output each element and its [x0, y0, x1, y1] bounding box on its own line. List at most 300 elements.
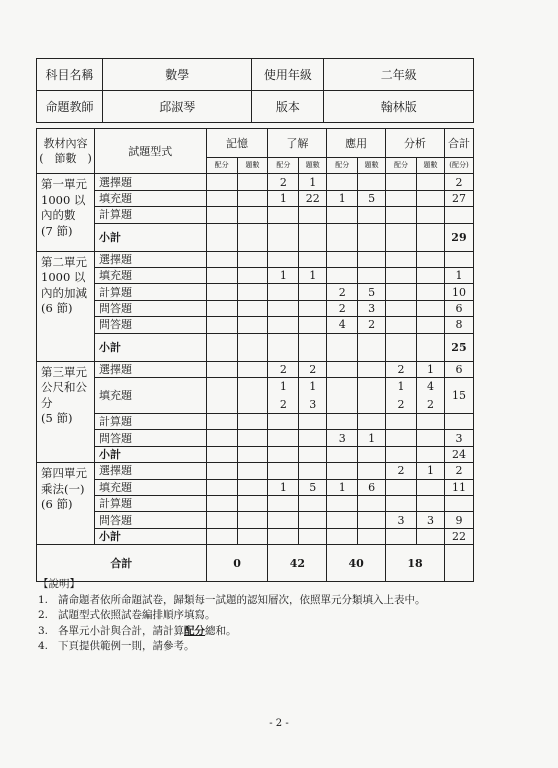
understand-score-cell: 1	[268, 190, 299, 206]
header-row-teacher	[37, 91, 474, 123]
apply-count-cell: 1	[358, 430, 386, 446]
understand-score-cell	[268, 512, 299, 528]
table-row	[37, 207, 474, 223]
question-type: 選擇題	[94, 251, 206, 267]
apply-score-cell	[327, 377, 358, 413]
understand-score-cell	[268, 463, 299, 479]
teacher-value: 邱淑琴	[102, 91, 252, 123]
score-subheader: 配分	[268, 158, 299, 174]
note-item	[38, 639, 426, 655]
analyze-count-cell	[417, 207, 445, 223]
apply-count-cell: 6	[358, 479, 386, 495]
subtotal-empty-cell	[417, 528, 445, 544]
apply-score-cell	[327, 496, 358, 512]
cell-line: 2	[397, 397, 405, 411]
analyze-count-cell	[417, 251, 445, 267]
apply-score-cell	[327, 174, 358, 190]
unit-name-line: (7 節)	[41, 223, 73, 238]
understand-count-cell	[299, 430, 327, 446]
question-type: 問答題	[94, 300, 206, 316]
cell-line: 3	[309, 397, 317, 411]
apply-score-cell	[327, 207, 358, 223]
subtotal-label: 小計	[94, 446, 206, 462]
memory-count-cell	[237, 430, 268, 446]
understand-count-cell	[299, 207, 327, 223]
subtotal-empty-cell	[386, 446, 417, 462]
analyze-count-cell	[417, 414, 445, 430]
table-row	[37, 174, 474, 190]
total-header: 合計	[444, 129, 473, 158]
memory-score-cell	[206, 174, 237, 190]
subtotal-empty-cell	[268, 223, 299, 251]
memory-score-cell	[206, 207, 237, 223]
subtotal-row	[37, 446, 474, 462]
memory-count-cell	[237, 479, 268, 495]
level-header-memory: 記憶	[206, 129, 268, 158]
unit-name-line: 乘法(一)	[41, 481, 85, 496]
understand-score-cell: 1	[268, 267, 299, 283]
subtotal-empty-cell	[327, 446, 358, 462]
subject-label: 科目名稱	[37, 59, 103, 91]
grand-total-analyze: 18	[386, 545, 445, 582]
memory-count-cell	[237, 414, 268, 430]
analyze-count-cell	[417, 496, 445, 512]
understand-count-cell	[299, 463, 327, 479]
understand-score-cell	[268, 284, 299, 300]
apply-score-cell: 2	[327, 300, 358, 316]
notes-title: 【說明】	[38, 578, 80, 590]
row-total-cell: 2	[444, 174, 473, 190]
apply-count-cell	[358, 174, 386, 190]
cell-line: 4	[426, 379, 434, 393]
level-header-understand: 了解	[268, 129, 327, 158]
analyze-count-cell	[417, 300, 445, 316]
question-type: 填充題	[94, 377, 206, 413]
memory-count-cell	[237, 463, 268, 479]
row-total-cell	[444, 414, 473, 430]
note-number: 3.	[38, 624, 49, 637]
subtotal-row	[37, 223, 474, 251]
understand-count-cell: 22	[299, 190, 327, 206]
analyze-score-cell	[386, 190, 417, 206]
edition-value: 翰林版	[324, 91, 474, 123]
memory-count-cell	[237, 317, 268, 333]
grand-total-empty-cell	[444, 545, 473, 582]
note-text: 下頁提供範例一則，請參考。	[58, 640, 195, 652]
apply-count-cell	[358, 463, 386, 479]
understand-count-cell: 1	[299, 174, 327, 190]
subtotal-empty-cell	[299, 223, 327, 251]
apply-count-cell	[358, 414, 386, 430]
analyze-score-cell	[386, 496, 417, 512]
question-type: 計算題	[94, 207, 206, 223]
analyze-count-cell	[417, 377, 445, 413]
memory-score-cell	[206, 414, 237, 430]
subtotal-row	[37, 333, 474, 361]
understand-count-cell	[299, 512, 327, 528]
apply-count-cell: 5	[358, 190, 386, 206]
table-header-row	[37, 129, 474, 158]
unit-name-line: 分	[41, 395, 53, 410]
subtotal-empty-cell	[237, 528, 268, 544]
understand-count-cell	[299, 317, 327, 333]
unit-name-line: 1000 以	[41, 192, 86, 207]
subtotal-label: 小計	[94, 223, 206, 251]
subtotal-empty-cell	[299, 446, 327, 462]
analyze-count-cell	[417, 479, 445, 495]
analyze-score-cell: 2	[386, 361, 417, 377]
table-row	[37, 190, 474, 206]
note-text: 請命題者依所命題試卷，歸類每一試題的認知層次，依照單元分類填入上表中。	[58, 593, 426, 606]
memory-score-cell	[206, 377, 237, 413]
memory-count-cell	[237, 267, 268, 283]
memory-score-cell	[206, 251, 237, 267]
row-total-cell: 15	[444, 377, 473, 413]
understand-count-cell	[299, 377, 327, 413]
note-number: 4.	[38, 640, 49, 652]
unit-name	[37, 463, 95, 545]
edition-label: 版本	[252, 91, 324, 123]
subtotal-empty-cell	[386, 223, 417, 251]
exam-spec-table	[36, 128, 474, 582]
analyze-score-cell	[386, 284, 417, 300]
apply-count-cell: 3	[358, 300, 386, 316]
apply-count-cell: 5	[358, 284, 386, 300]
note-emphasis: 配分	[184, 624, 206, 637]
row-total-cell: 9	[444, 512, 473, 528]
memory-score-cell	[206, 496, 237, 512]
understand-score-cell	[268, 251, 299, 267]
understand-count-cell	[299, 251, 327, 267]
question-type: 問答題	[94, 512, 206, 528]
table-row	[37, 251, 474, 267]
question-type: 問答題	[94, 317, 206, 333]
subtotal-empty-cell	[268, 528, 299, 544]
score-subheader: 配分	[386, 158, 417, 174]
analyze-score-cell: 2	[386, 463, 417, 479]
unit-name-line: (5 節)	[41, 411, 73, 426]
table-row	[37, 377, 474, 413]
understand-count-cell: 2	[299, 361, 327, 377]
subtotal-label: 小計	[94, 333, 206, 361]
apply-count-cell: 2	[358, 317, 386, 333]
memory-count-cell	[237, 251, 268, 267]
understand-count-cell	[299, 496, 327, 512]
content-header-line2: ( 節數 )	[39, 152, 92, 166]
understand-score-cell	[268, 414, 299, 430]
analyze-count-cell: 1	[417, 361, 445, 377]
cell-line: 1	[309, 379, 317, 393]
teacher-label: 命題教師	[37, 91, 103, 123]
level-header-apply: 應用	[327, 129, 386, 158]
unit-name-line: 第二單元	[41, 254, 87, 269]
subtotal-empty-cell	[417, 446, 445, 462]
subtotal-value: 24	[444, 446, 473, 462]
analyze-count-cell	[417, 190, 445, 206]
memory-count-cell	[237, 361, 268, 377]
understand-count-cell: 1	[299, 267, 327, 283]
count-subheader: 題數	[417, 158, 445, 174]
grade-label: 使用年級	[252, 59, 324, 91]
subtotal-empty-cell	[206, 446, 237, 462]
question-type: 計算題	[94, 284, 206, 300]
analyze-count-cell: 3	[417, 512, 445, 528]
count-subheader: 題數	[299, 158, 327, 174]
subtotal-empty-cell	[327, 528, 358, 544]
memory-count-cell	[237, 284, 268, 300]
row-total-cell: 10	[444, 284, 473, 300]
apply-score-cell	[327, 414, 358, 430]
memory-count-cell	[237, 207, 268, 223]
question-type: 選擇題	[94, 361, 206, 377]
type-header: 試題型式	[94, 129, 206, 174]
cell-line: 2	[279, 397, 287, 411]
understand-count-cell	[299, 300, 327, 316]
apply-count-cell	[358, 207, 386, 223]
note-text: 試題型式依照試卷編排順序填寫。	[58, 609, 216, 621]
subtotal-empty-cell	[268, 446, 299, 462]
grade-value: 二年級	[324, 59, 474, 91]
analyze-score-cell	[386, 317, 417, 333]
subtotal-empty-cell	[386, 528, 417, 544]
unit-name-line: 第四單元	[41, 466, 87, 481]
subtotal-empty-cell	[327, 223, 358, 251]
grand-total-memory: 0	[206, 545, 268, 582]
analyze-count-cell	[417, 174, 445, 190]
cell-line: 1	[279, 379, 287, 393]
understand-score-cell: 2	[268, 174, 299, 190]
unit-name-line: 1000 以	[41, 270, 86, 285]
note-item	[38, 608, 426, 624]
row-total-cell: 6	[444, 300, 473, 316]
subtotal-empty-cell	[417, 333, 445, 361]
subtotal-empty-cell	[386, 333, 417, 361]
question-type: 填充題	[94, 479, 206, 495]
page-number: - 2 -	[269, 718, 289, 729]
apply-score-cell	[327, 251, 358, 267]
analyze-score-cell: 3	[386, 512, 417, 528]
analyze-score-cell	[386, 174, 417, 190]
understand-score-cell: 1	[268, 479, 299, 495]
table-row	[37, 284, 474, 300]
row-total-cell: 3	[444, 430, 473, 446]
exam-spec-body	[37, 129, 474, 582]
understand-score-cell	[268, 207, 299, 223]
cell-line: 2	[426, 397, 434, 411]
subtotal-empty-cell	[237, 446, 268, 462]
analyze-score-cell	[386, 377, 417, 413]
understand-score-cell	[268, 430, 299, 446]
row-total-cell	[444, 207, 473, 223]
memory-count-cell	[237, 190, 268, 206]
subtotal-empty-cell	[237, 333, 268, 361]
apply-score-cell	[327, 361, 358, 377]
unit-name	[37, 174, 95, 251]
memory-score-cell	[206, 300, 237, 316]
memory-score-cell	[206, 284, 237, 300]
analyze-score-cell	[386, 251, 417, 267]
header-table	[36, 58, 474, 123]
memory-count-cell	[237, 377, 268, 413]
unit-name	[37, 251, 95, 361]
memory-score-cell	[206, 317, 237, 333]
memory-score-cell	[206, 267, 237, 283]
subtotal-empty-cell	[358, 333, 386, 361]
table-row	[37, 267, 474, 283]
unit-name	[37, 361, 95, 463]
question-type: 填充題	[94, 190, 206, 206]
analyze-score-cell	[386, 267, 417, 283]
analyze-score-cell	[386, 430, 417, 446]
content-header-line1: 教材內容	[43, 136, 88, 150]
subtotal-empty-cell	[417, 223, 445, 251]
memory-score-cell	[206, 361, 237, 377]
memory-count-cell	[237, 512, 268, 528]
table-row	[37, 430, 474, 446]
question-type: 選擇題	[94, 463, 206, 479]
count-subheader: 題數	[237, 158, 268, 174]
question-type: 計算題	[94, 496, 206, 512]
subtotal-empty-cell	[206, 333, 237, 361]
memory-score-cell	[206, 479, 237, 495]
apply-score-cell: 4	[327, 317, 358, 333]
score-subheader: 配分	[327, 158, 358, 174]
subtotal-empty-cell	[206, 528, 237, 544]
apply-score-cell	[327, 463, 358, 479]
question-type: 問答題	[94, 430, 206, 446]
question-type: 選擇題	[94, 174, 206, 190]
notes-section	[38, 577, 426, 655]
analyze-count-cell	[417, 317, 445, 333]
subtotal-empty-cell	[268, 333, 299, 361]
analyze-count-cell	[417, 430, 445, 446]
table-row	[37, 317, 474, 333]
count-subheader: 題數	[358, 158, 386, 174]
table-row	[37, 300, 474, 316]
understand-score-cell	[268, 496, 299, 512]
table-row	[37, 512, 474, 528]
table-row	[37, 496, 474, 512]
table-row	[37, 463, 474, 479]
note-number: 1.	[38, 593, 49, 606]
note-text: 各單元小計與合計，請計算	[58, 624, 185, 637]
apply-score-cell: 1	[327, 190, 358, 206]
table-row	[37, 479, 474, 495]
understand-score-cell	[268, 317, 299, 333]
row-total-cell: 8	[444, 317, 473, 333]
unit-name-line: (6 節)	[41, 497, 73, 512]
apply-count-cell	[358, 267, 386, 283]
subtotal-value: 22	[444, 528, 473, 544]
memory-count-cell	[237, 496, 268, 512]
row-total-cell: 11	[444, 479, 473, 495]
note-item	[38, 624, 426, 640]
memory-score-cell	[206, 463, 237, 479]
unit-name-line: 內的加減	[41, 285, 87, 300]
subtotal-empty-cell	[358, 528, 386, 544]
level-header-analyze: 分析	[386, 129, 445, 158]
note-number: 2.	[38, 609, 49, 621]
content-header	[37, 129, 95, 174]
understand-score-cell	[268, 377, 299, 413]
subtotal-empty-cell	[358, 446, 386, 462]
analyze-score-cell	[386, 479, 417, 495]
cell-line: 1	[397, 379, 405, 393]
memory-score-cell	[206, 512, 237, 528]
apply-count-cell	[358, 361, 386, 377]
row-total-cell: 1	[444, 267, 473, 283]
subtotal-empty-cell	[206, 223, 237, 251]
subtotal-empty-cell	[299, 333, 327, 361]
subject-value: 數學	[102, 59, 252, 91]
apply-score-cell	[327, 512, 358, 528]
apply-count-cell	[358, 512, 386, 528]
understand-count-cell: 5	[299, 479, 327, 495]
total-score-subheader: (配分)	[444, 158, 473, 174]
grand-total-label: 合計	[37, 545, 207, 582]
table-row	[37, 414, 474, 430]
memory-count-cell	[237, 174, 268, 190]
subtotal-row	[37, 528, 474, 544]
score-subheader: 配分	[206, 158, 237, 174]
analyze-count-cell	[417, 267, 445, 283]
apply-count-cell	[358, 496, 386, 512]
subtotal-empty-cell	[299, 528, 327, 544]
apply-score-cell: 2	[327, 284, 358, 300]
unit-name-line: 公尺和公	[41, 380, 87, 395]
subtotal-label: 小計	[94, 528, 206, 544]
analyze-score-cell	[386, 300, 417, 316]
understand-count-cell	[299, 414, 327, 430]
subtotal-value: 25	[444, 333, 473, 361]
grand-total-understand: 42	[268, 545, 327, 582]
understand-score-cell	[268, 300, 299, 316]
memory-count-cell	[237, 300, 268, 316]
subtotal-empty-cell	[358, 223, 386, 251]
apply-count-cell	[358, 377, 386, 413]
understand-count-cell	[299, 284, 327, 300]
row-total-cell: 27	[444, 190, 473, 206]
subtotal-empty-cell	[237, 223, 268, 251]
unit-name-line: 內的數	[41, 208, 76, 223]
analyze-score-cell	[386, 207, 417, 223]
unit-name-line: (6 節)	[41, 301, 73, 316]
note-item	[38, 593, 426, 609]
row-total-cell: 6	[444, 361, 473, 377]
row-total-cell	[444, 496, 473, 512]
row-total-cell	[444, 251, 473, 267]
question-type: 填充題	[94, 267, 206, 283]
understand-score-cell: 2	[268, 361, 299, 377]
grand-total-apply: 40	[327, 545, 386, 582]
unit-name-line: 第一單元	[41, 177, 87, 192]
analyze-score-cell	[386, 414, 417, 430]
memory-score-cell	[206, 190, 237, 206]
apply-count-cell	[358, 251, 386, 267]
apply-score-cell	[327, 267, 358, 283]
table-row	[37, 361, 474, 377]
analyze-count-cell: 1	[417, 463, 445, 479]
row-total-cell: 2	[444, 463, 473, 479]
note-text: 總和。	[205, 624, 237, 637]
unit-name-line: 第三單元	[41, 364, 87, 379]
header-row-subject	[37, 59, 474, 91]
subtotal-value: 29	[444, 223, 473, 251]
apply-score-cell: 1	[327, 479, 358, 495]
analyze-count-cell	[417, 284, 445, 300]
question-type: 計算題	[94, 414, 206, 430]
apply-score-cell: 3	[327, 430, 358, 446]
